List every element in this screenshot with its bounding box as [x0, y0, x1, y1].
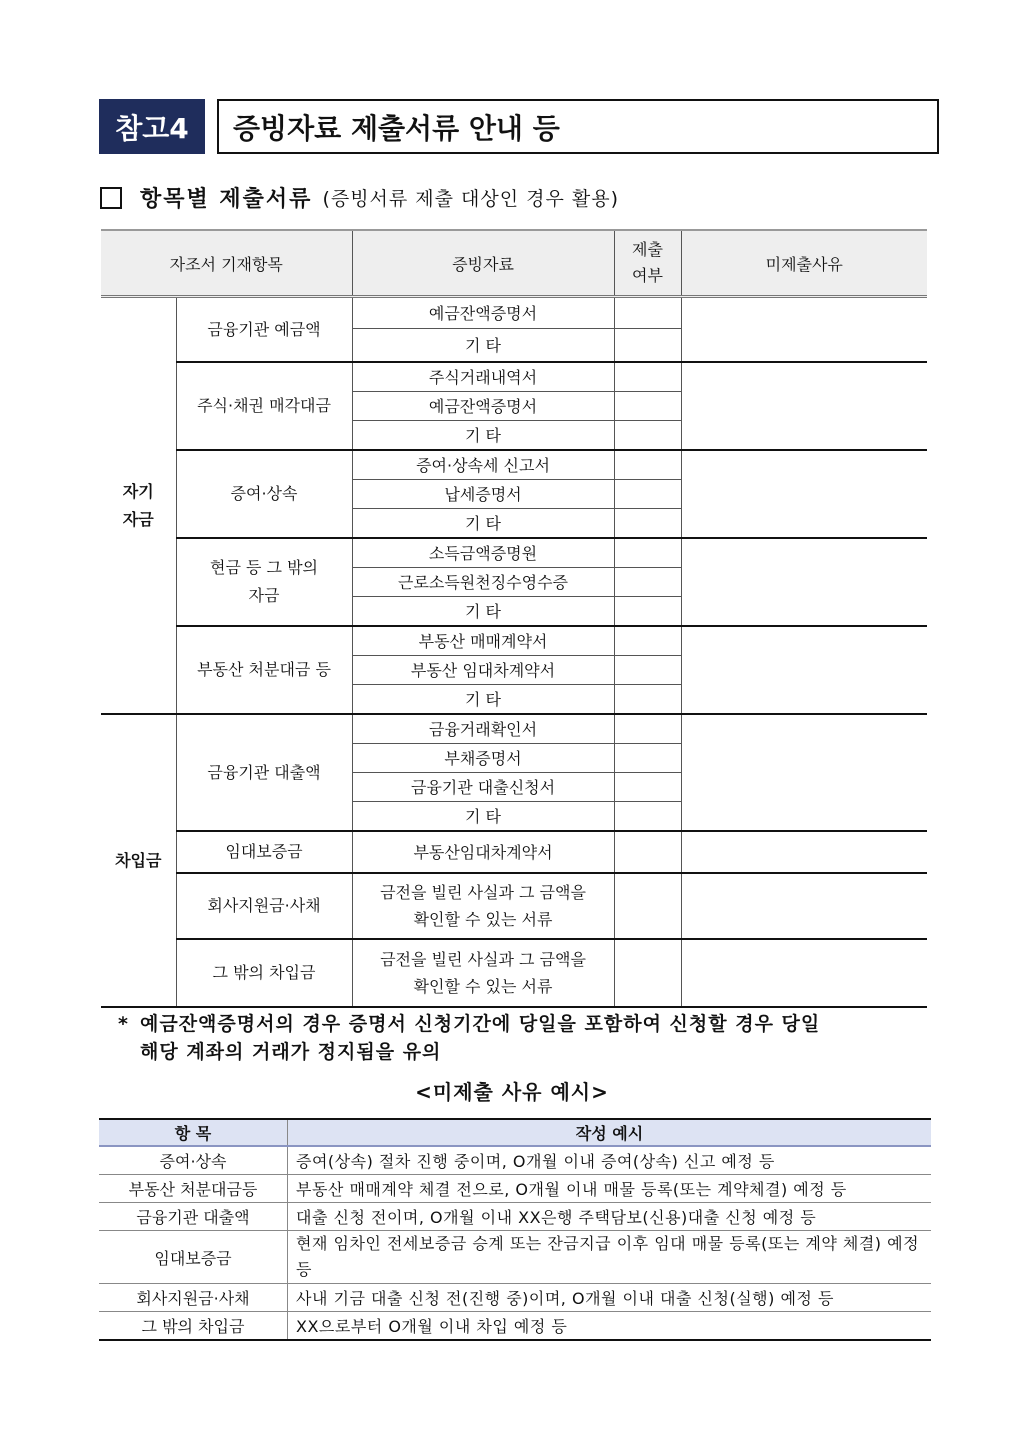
evidence-doc: 부동산 임대차계약서: [352, 656, 614, 685]
item-label: 증여·상속: [176, 450, 352, 538]
table-row: [101, 626, 927, 656]
submitted-cell[interactable]: [614, 597, 681, 627]
example-row: [99, 1231, 931, 1284]
title-row: [99, 99, 925, 154]
table-row: [101, 362, 927, 392]
item-label: 금융기관 예금액: [176, 297, 352, 363]
group-label: 자기 자금: [101, 297, 176, 715]
submitted-cell[interactable]: [614, 538, 681, 568]
example-text: 사내 기금 대출 신청 전(진행 중)이며, O개월 이내 대출 신청(실행) 예정 등: [288, 1284, 932, 1312]
example-header-text: 작성 예시: [288, 1119, 932, 1146]
submission-documents-table: [101, 229, 927, 1008]
evidence-doc: 기 타: [352, 685, 614, 715]
table-row: [101, 538, 927, 568]
header-evidence: 증빙자료: [352, 230, 614, 297]
checkbox-icon: [100, 187, 122, 209]
submitted-cell[interactable]: [614, 685, 681, 715]
reason-cell[interactable]: [681, 362, 927, 450]
evidence-doc: 소득금액증명원: [352, 538, 614, 568]
item-label: 회사지원금·사채: [176, 873, 352, 939]
submitted-cell[interactable]: [614, 773, 681, 802]
example-row: [99, 1284, 931, 1312]
example-text: 대출 신청 전이며, O개월 이내 XX은행 주택담보(신용)대출 신청 예정 등: [288, 1203, 932, 1231]
page-title: 증빙자료 제출서류 안내 등: [217, 99, 939, 154]
submitted-cell[interactable]: [614, 568, 681, 597]
submitted-cell[interactable]: [614, 450, 681, 480]
reason-cell[interactable]: [681, 297, 927, 363]
evidence-doc: 납세증명서: [352, 480, 614, 509]
submitted-cell[interactable]: [614, 626, 681, 656]
example-item: 임대보증금: [99, 1231, 288, 1284]
evidence-doc: 증여·상속세 신고서: [352, 450, 614, 480]
reason-cell[interactable]: [681, 450, 927, 538]
reference-tag: 참고4: [99, 99, 205, 154]
example-row: [99, 1203, 931, 1231]
reason-cell[interactable]: [681, 873, 927, 939]
submitted-cell[interactable]: [614, 831, 681, 873]
evidence-doc: 부동산 매매계약서: [352, 626, 614, 656]
evidence-doc: 기 타: [352, 802, 614, 832]
submitted-cell[interactable]: [614, 329, 681, 363]
evidence-doc: 기 타: [352, 421, 614, 451]
item-label: 주식·채권 매각대금: [176, 362, 352, 450]
example-item: 그 밖의 차입금: [99, 1312, 288, 1341]
submitted-cell[interactable]: [614, 939, 681, 1007]
evidence-doc: 금전을 빌린 사실과 그 금액을 확인할 수 있는 서류: [352, 873, 614, 939]
table-row: [101, 831, 927, 873]
example-item: 회사지원금·사채: [99, 1284, 288, 1312]
section-heading: [100, 182, 619, 213]
item-label: 금융기관 대출액: [176, 714, 352, 831]
reason-cell[interactable]: [681, 538, 927, 626]
item-label: 그 밖의 차입금: [176, 939, 352, 1007]
evidence-doc: 부동산임대차계약서: [352, 831, 614, 873]
submitted-cell[interactable]: [614, 392, 681, 421]
submitted-cell[interactable]: [614, 873, 681, 939]
note-line2: 해당 계좌의 거래가 정지됨을 유의: [140, 1041, 442, 1063]
reason-cell[interactable]: [681, 626, 927, 714]
submitted-cell[interactable]: [614, 744, 681, 773]
table-row: [101, 873, 927, 939]
section-subtitle: (증빙서류 제출 대상인 경우 활용): [322, 188, 620, 210]
submitted-cell[interactable]: [614, 362, 681, 392]
header-item: 자조서 기재항목: [101, 230, 352, 297]
reason-cell[interactable]: [681, 939, 927, 1007]
table-row: [101, 939, 927, 1007]
item-label: 현금 등 그 밖의 자금: [176, 538, 352, 626]
note-star: *: [118, 1013, 129, 1035]
header-submitted: 제출 여부: [614, 230, 681, 297]
submitted-cell[interactable]: [614, 802, 681, 832]
example-item: 금융기관 대출액: [99, 1203, 288, 1231]
evidence-doc: 금융거래확인서: [352, 714, 614, 744]
example-text: 증여(상속) 절차 진행 중이며, O개월 이내 증여(상속) 신고 예정 등: [288, 1146, 932, 1175]
example-table: [99, 1118, 931, 1341]
example-header-row: [99, 1119, 931, 1146]
reason-cell[interactable]: [681, 831, 927, 873]
table-row: [101, 297, 927, 329]
submitted-cell[interactable]: [614, 656, 681, 685]
note-line1: 예금잔액증명서의 경우 증명서 신청기간에 당일을 포함하여 신청할 경우 당일: [140, 1013, 821, 1035]
example-text: 현재 임차인 전세보증금 승계 또는 잔금지급 이후 임대 매물 등록(또는 계약 체결) 예정 등: [288, 1231, 932, 1284]
example-header-item: 항 목: [99, 1119, 288, 1146]
group-label: 차입금: [101, 714, 176, 1007]
evidence-doc: 주식거래내역서: [352, 362, 614, 392]
example-row: [99, 1146, 931, 1175]
header-reason: 미제출사유: [681, 230, 927, 297]
evidence-doc: 예금잔액증명서: [352, 297, 614, 329]
example-row: [99, 1312, 931, 1341]
section-title: 항목별 제출서류: [140, 187, 313, 212]
note: [118, 1010, 928, 1066]
evidence-doc: 금전을 빌린 사실과 그 금액을 확인할 수 있는 서류: [352, 939, 614, 1007]
example-text: 부동산 매매계약 체결 전으로, O개월 이내 매물 등록(또는 계약체결) 예정 등: [288, 1175, 932, 1203]
submitted-cell[interactable]: [614, 421, 681, 451]
evidence-doc: 기 타: [352, 509, 614, 539]
evidence-doc: 근로소득원천징수영수증: [352, 568, 614, 597]
example-row: [99, 1175, 931, 1203]
evidence-doc: 부채증명서: [352, 744, 614, 773]
evidence-doc: 기 타: [352, 329, 614, 363]
table-row: [101, 714, 927, 744]
example-text: XX으로부터 O개월 이내 차입 예정 등: [288, 1312, 932, 1341]
evidence-doc: 금융기관 대출신청서: [352, 773, 614, 802]
table-header-row: [101, 230, 927, 297]
submitted-cell[interactable]: [614, 509, 681, 539]
example-item: 증여·상속: [99, 1146, 288, 1175]
reason-cell[interactable]: [681, 714, 927, 831]
table-row: [101, 450, 927, 480]
item-label: 임대보증금: [176, 831, 352, 873]
example-title: <미제출 사유 예시>: [415, 1080, 609, 1104]
submitted-cell[interactable]: [614, 297, 681, 329]
evidence-doc: 기 타: [352, 597, 614, 627]
item-label: 부동산 처분대금 등: [176, 626, 352, 714]
submitted-cell[interactable]: [614, 714, 681, 744]
submitted-cell[interactable]: [614, 480, 681, 509]
example-item: 부동산 처분대금등: [99, 1175, 288, 1203]
evidence-doc: 예금잔액증명서: [352, 392, 614, 421]
